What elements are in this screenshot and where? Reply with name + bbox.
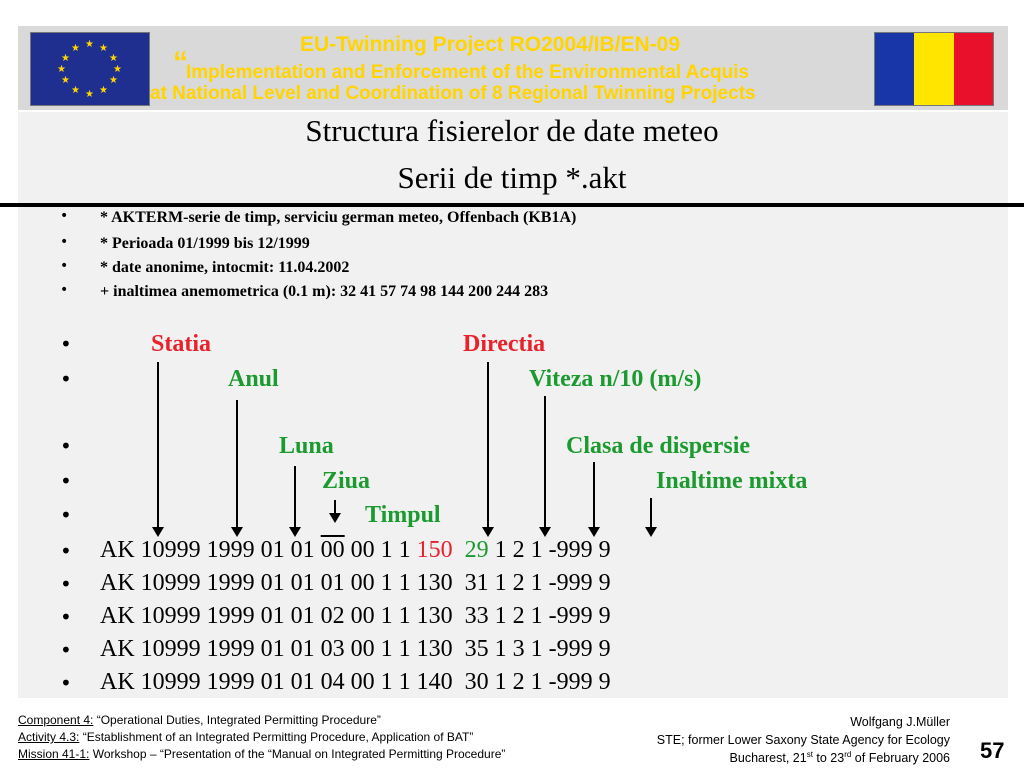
arrow-anul <box>236 400 238 528</box>
label-viteza: Viteza n/10 (m/s) <box>529 366 702 392</box>
header-subtitle-line: at National Level and Coordination of 8 Regional Twinning Projects <box>150 83 756 104</box>
row-suffix: 1 2 1 -999 9 <box>488 537 611 563</box>
footer-date-a: Bucharest, 21 <box>729 751 807 766</box>
footer-component <box>18 713 381 727</box>
arrow-viteza <box>544 396 546 528</box>
page-number: 57 <box>980 738 1005 763</box>
info-line: * Perioada 01/1999 bis 12/1999 <box>100 235 310 252</box>
arrow-directia <box>487 362 489 528</box>
row-speed-value: 29 <box>464 537 489 563</box>
bullet-icon: • <box>60 539 72 563</box>
footer-activity-text: “Establishment of an Integrated Permitting Procedure, Application of BAT” <box>79 730 474 744</box>
footer-date <box>730 750 950 765</box>
footer-date-b: to 23 <box>812 751 845 766</box>
bullet-icon: • <box>60 671 72 695</box>
data-row: AK 10999 1999 01 01 03 00 1 1 130 35 1 3 1 -999 9 <box>100 636 611 662</box>
data-row-highlighted <box>100 537 611 564</box>
footer-date-c: of February 2006 <box>851 751 950 766</box>
romania-flag-icon <box>874 32 994 106</box>
footer-date-sup1: st <box>806 750 813 759</box>
footer-mission-text: Workshop – “Presentation of the “Manual on Integrated Permitting Procedure” <box>89 747 506 761</box>
bullet-icon: • <box>60 208 69 224</box>
footer-mission-label: Mission 41-1: <box>18 747 90 761</box>
bullet-icon: • <box>60 469 72 493</box>
footer-activity-label: Activity 4.3: <box>18 730 80 744</box>
row-mid: 00 1 1 <box>344 537 417 563</box>
bullet-icon: • <box>60 258 69 274</box>
footer-mission <box>18 747 505 761</box>
label-inaltime-mixta: Inaltime mixta <box>656 468 808 494</box>
data-row: AK 10999 1999 01 01 04 00 1 1 140 30 1 2 1 -999 9 <box>100 669 611 695</box>
label-timpul: Timpul <box>365 502 441 528</box>
bullet-icon: • <box>60 572 72 596</box>
label-statia: Statia <box>151 331 211 357</box>
bullet-icon: • <box>60 434 72 458</box>
data-row: AK 10999 1999 01 01 02 00 1 1 130 33 1 2 1 -999 9 <box>100 603 611 629</box>
row-gap <box>453 537 465 563</box>
row-hour: 00 <box>320 537 345 563</box>
label-anul: Anul <box>228 366 279 392</box>
bullet-icon: • <box>60 332 72 356</box>
bullet-icon: • <box>60 234 69 250</box>
arrow-statia <box>157 362 159 528</box>
slide-subtitle: Serii de timp *.akt <box>397 160 627 195</box>
header-title-line: Implementation and Enforcement of the Environmental Acquis <box>186 62 750 83</box>
bullet-icon: • <box>60 367 72 391</box>
bullet-icon: • <box>60 605 72 629</box>
info-line: * date anonime, intocmit: 11.04.2002 <box>100 259 350 276</box>
slide-title: Structura fisierelor de date meteo <box>305 113 719 148</box>
footer-affiliation: STE; former Lower Saxony State Agency for Ecology <box>656 733 950 747</box>
label-ziua: Ziua <box>322 468 371 494</box>
footer-date-sup2: rd <box>844 750 852 759</box>
arrow-clasa <box>593 462 595 528</box>
bullet-icon: • <box>60 503 72 527</box>
footer-component-label: Component 4: <box>18 713 94 727</box>
header-quote-mark: “ <box>173 46 188 79</box>
info-line: * AKTERM-serie de timp, serviciu german meteo, Offenbach (KB1A) <box>100 209 577 226</box>
row-prefix: AK 10999 1999 01 01 <box>100 537 321 563</box>
label-directia: Directia <box>463 331 546 357</box>
info-line: + inaltimea anemometrica (0.1 m): 32 41 57 74 98 144 200 244 283 <box>100 283 549 300</box>
bullet-icon: • <box>60 282 69 298</box>
label-luna: Luna <box>279 433 334 459</box>
arrow-luna <box>294 466 296 528</box>
arrow-inaltime <box>650 498 652 528</box>
footer-activity <box>18 730 473 744</box>
data-row: AK 10999 1999 01 01 01 00 1 1 130 31 1 2 1 -999 9 <box>100 570 611 596</box>
arrow-ziua <box>334 500 336 514</box>
header-project-line: EU-Twinning Project RO2004/IB/EN-09 <box>300 33 681 56</box>
footer-author: Wolfgang J.Müller <box>850 715 950 729</box>
eu-flag-icon: ★ ★ ★ ★ ★ ★ ★ ★ ★ ★ ★ ★ <box>30 32 150 106</box>
row-direction-value: 150 <box>416 537 453 563</box>
label-clasa-dispersie: Clasa de dispersie <box>566 433 751 459</box>
bullet-icon: • <box>60 638 72 662</box>
footer-component-text: “Operational Duties, Integrated Permitting Procedure” <box>93 713 381 727</box>
